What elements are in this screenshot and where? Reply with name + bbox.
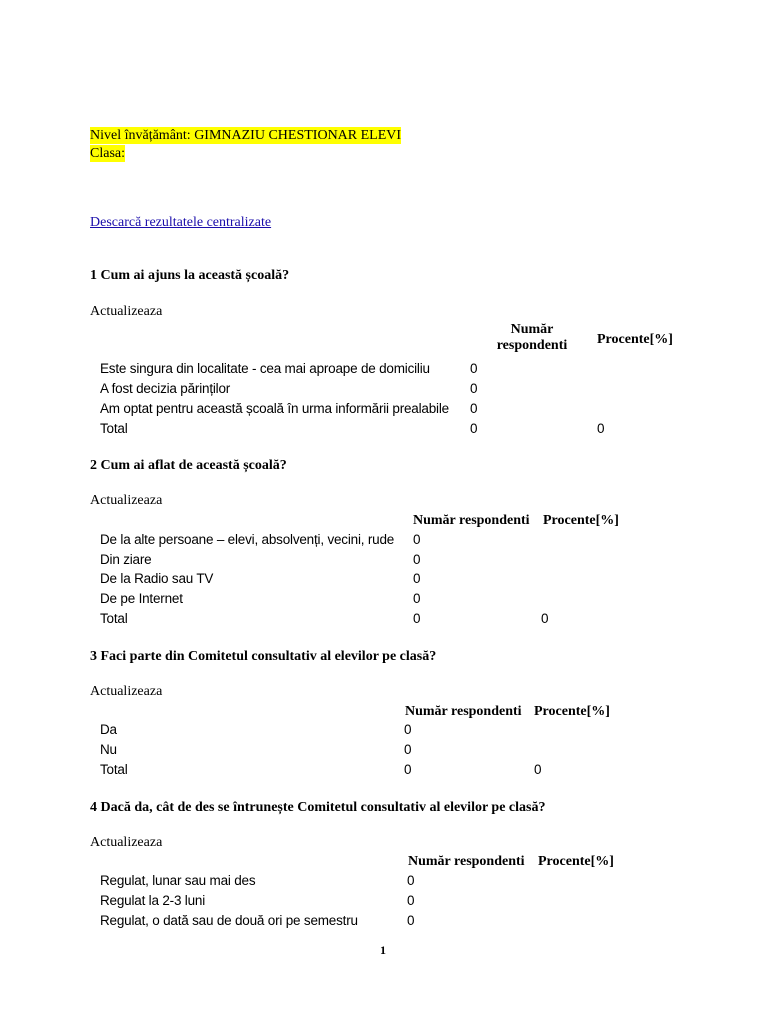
download-results-link[interactable]: Descarcă rezultatele centralizate <box>90 215 272 230</box>
table-row-count: 0 <box>413 571 421 586</box>
question-3-count-header: Număr respondenti <box>405 704 522 719</box>
table-row-count: 0 <box>413 591 421 606</box>
table-row-label: De pe Internet <box>100 591 183 606</box>
table-row-count: 0 <box>407 873 415 888</box>
question-4-update[interactable]: Actualizeaza <box>90 835 163 850</box>
question-3-update[interactable]: Actualizeaza <box>90 684 163 699</box>
table-row-count: 0 <box>470 401 478 416</box>
table-row-percent: 0 <box>597 421 605 436</box>
table-row-count: 0 <box>404 722 412 737</box>
table-row-label: De la Radio sau TV <box>100 571 214 586</box>
level-line: Nivel învățământ: GIMNAZIU CHESTIONAR ELEVI <box>90 128 402 143</box>
table-row-label: Total <box>100 421 128 436</box>
table-row-count: 0 <box>407 913 415 928</box>
table-row-percent: 0 <box>541 611 549 626</box>
table-row-label: Este singura din localitate - cea mai aproape de domiciliu <box>100 361 430 376</box>
table-row-count: 0 <box>470 421 478 436</box>
table-row-count: 0 <box>470 381 478 396</box>
table-row-label: Regulat, lunar sau mai des <box>100 873 256 888</box>
table-row-label: Regulat, o dată sau de două ori pe semestru <box>100 913 358 928</box>
table-row-count: 0 <box>413 532 421 547</box>
class-line: Clasa: <box>90 146 125 161</box>
table-row-percent: 0 <box>534 762 542 777</box>
table-row-label: Am optat pentru această școală în urma informării prealabile <box>100 401 449 416</box>
question-2-title: 2 Cum ai aflat de această școală? <box>90 458 287 473</box>
question-3-percent-header: Procente[%] <box>534 704 610 719</box>
question-2-count-header: Număr respondenti <box>413 513 530 528</box>
table-row-count: 0 <box>413 552 421 567</box>
table-row-label: Total <box>100 611 128 626</box>
table-row-label: Total <box>100 762 128 777</box>
table-row-label: Regulat la 2-3 luni <box>100 893 206 908</box>
table-row-label: Da <box>100 722 117 737</box>
question-1-count-header: Număr respondenti <box>496 322 568 353</box>
table-row-label: De la alte persoane – elevi, absolvenți, vecini, rude <box>100 532 395 547</box>
table-row-count: 0 <box>470 361 478 376</box>
table-row-label: A fost decizia părinților <box>100 381 231 396</box>
question-4-percent-header: Procente[%] <box>538 854 614 869</box>
question-1-percent-header: Procente[%] <box>597 332 673 347</box>
question-1-title: 1 Cum ai ajuns la această școală? <box>90 268 290 283</box>
page-number: 1 <box>380 943 386 957</box>
question-3-title: 3 Faci parte din Comitetul consultativ al elevilor pe clasă? <box>90 649 437 664</box>
question-4-title: 4 Dacă da, cât de des se întrunește Comitetul consultativ al elevilor pe clasă? <box>90 800 546 815</box>
table-row-count: 0 <box>404 742 412 757</box>
table-row-count: 0 <box>404 762 412 777</box>
question-2-percent-header: Procente[%] <box>543 513 619 528</box>
table-row-label: Nu <box>100 742 117 757</box>
question-1-update[interactable]: Actualizeaza <box>90 304 163 319</box>
table-row-count: 0 <box>407 893 415 908</box>
table-row-count: 0 <box>413 611 421 626</box>
question-4-count-header: Număr respondenti <box>408 854 525 869</box>
table-row-label: Din ziare <box>100 552 152 567</box>
question-2-update[interactable]: Actualizeaza <box>90 493 163 508</box>
